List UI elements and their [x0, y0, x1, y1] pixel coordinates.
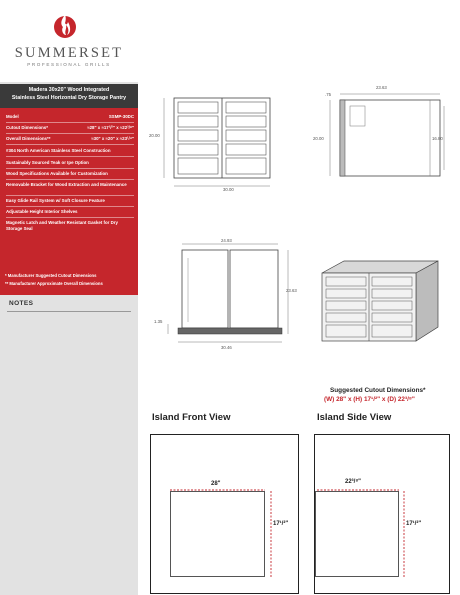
divider — [6, 206, 134, 207]
footnote-overall: ** Manufacturer Approximate Overall Dimensions — [5, 281, 103, 286]
spec-feature: Magnetic Latch and Weather Resistant Gasket for Dry Storage Seal — [6, 220, 118, 231]
divider — [6, 179, 134, 180]
side-depth-dim: 23.63 — [376, 85, 387, 90]
front-height-label: 17¹/²" — [273, 521, 289, 527]
open-width-dim: 24.93 — [221, 238, 232, 243]
flame-logo-icon — [53, 10, 77, 42]
spec-model — [6, 114, 134, 120]
island-side-title: Island Side View — [317, 412, 392, 423]
side-dimension-lines — [315, 435, 451, 595]
open-base-dim: 1.35 — [154, 319, 163, 324]
side-height-label: 17¹/²" — [406, 521, 422, 527]
spec-overall-value: ≈30" x ≈20" x ≈23¹/⁴" — [91, 136, 134, 141]
divider — [6, 168, 134, 169]
island-front-title: Island Front View — [152, 412, 231, 423]
divider — [6, 217, 134, 218]
side-flange-dim: .75 — [325, 92, 331, 97]
spec-model-label: Model — [6, 114, 19, 119]
spec-cutout-value: ≈28" x ≈17¹/²" x ≈22³/⁸" — [87, 125, 134, 130]
island-front-box — [150, 434, 299, 594]
island-side-box — [314, 434, 450, 594]
brand-name: SUMMERSET — [14, 45, 124, 61]
open-height-dim: 23.63 — [286, 288, 297, 293]
product-title-line-2: Stainless Steel Horizontal Dry Storage Pantry — [11, 94, 127, 101]
side-inner-dim: 16.80 — [432, 136, 443, 141]
divider — [6, 195, 134, 196]
side-height-dim: 20.00 — [313, 136, 324, 141]
notes-divider — [7, 311, 131, 312]
side-view-drawing — [310, 90, 450, 190]
front-dimension-lines — [151, 435, 300, 595]
spec-model-value: SSMP-30DC — [108, 114, 134, 119]
product-title-line-1: Madera 30x20" Wood Integrated — [28, 87, 110, 93]
spec-overall-label: Overall Dimensions** — [6, 136, 51, 141]
front-width-label: 28" — [211, 481, 221, 487]
spec-feature: Wood Specifications Available for Customization — [6, 171, 108, 176]
product-title — [0, 84, 138, 108]
open-bottom-dim: 30.46 — [221, 345, 232, 350]
spec-feature: Easy Glide Rail System w/ Soft Closure Feature — [6, 198, 105, 203]
spec-panel — [0, 108, 138, 295]
divider — [6, 156, 134, 157]
notes-heading: NOTES — [9, 300, 34, 307]
cutout-values: (W) 28" x (H) 17¹/²" x (D) 22³/⁸" — [324, 396, 415, 403]
iso-view-drawing — [316, 255, 450, 353]
front-width-dim: 30.00 — [223, 187, 234, 192]
spec-feature: Sustainably Sourced Teak or Ipe Option — [6, 160, 89, 165]
spec-cutout — [6, 125, 134, 131]
divider — [6, 122, 134, 123]
cutout-title: Suggested Cutout Dimensions* — [330, 387, 426, 394]
spec-overall — [6, 136, 134, 142]
open-view-drawing — [160, 238, 300, 350]
side-depth-label: 22³/⁸" — [345, 479, 362, 485]
divider — [6, 144, 134, 145]
brand-tagline: PROFESSIONAL GRILLS — [27, 62, 111, 67]
spec-feature: Removable Bracket for Wood Extraction and Maintenance — [6, 182, 127, 187]
spec-feature: Adjustable Height Interior Shelves — [6, 209, 78, 214]
divider — [6, 133, 134, 134]
spec-cutout-label: Cutout Dimensions* — [6, 125, 48, 130]
spec-feature: #304 North American Stainless Steel Construction — [6, 148, 111, 153]
front-height-dim: 20.00 — [149, 133, 160, 138]
front-view-drawing — [148, 92, 276, 192]
logo-area — [0, 0, 138, 82]
footnote-cutout: * Manufacturer Suggested Cutout Dimensions — [5, 273, 97, 278]
